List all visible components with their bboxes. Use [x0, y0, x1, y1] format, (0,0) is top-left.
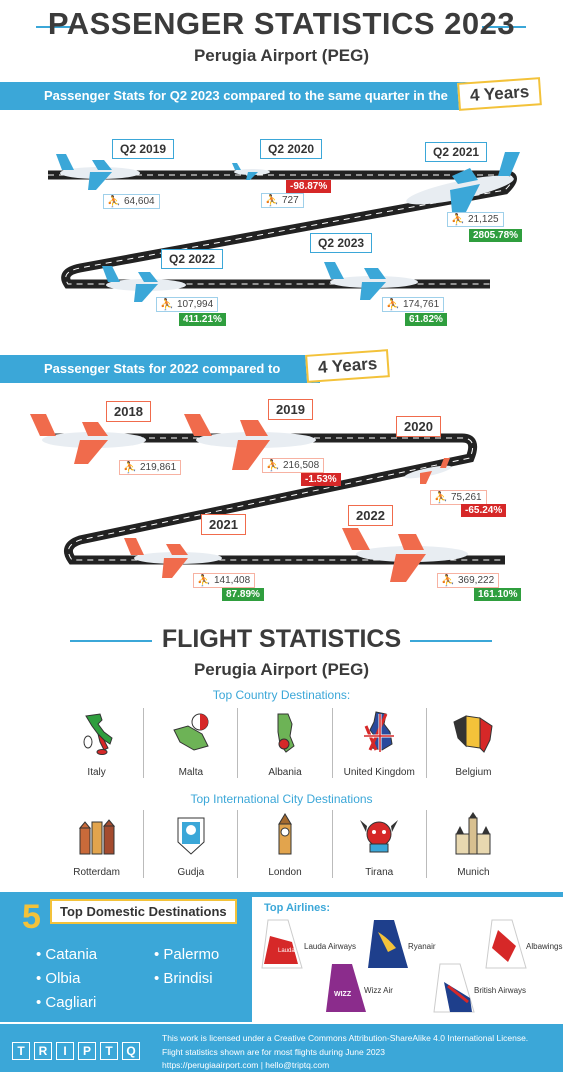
- passenger-icon: ⛹: [434, 492, 448, 504]
- domestic-name: Palermo: [163, 946, 220, 963]
- footer-links[interactable]: https://perugiaairport.com | hello@triptq.com: [162, 1060, 330, 1070]
- gudja-icon: [168, 812, 214, 858]
- passenger-icon: ⛹: [265, 195, 279, 207]
- ryanair-tail-icon: [364, 918, 412, 970]
- q2-change-2023: 61.82%: [405, 313, 447, 326]
- country-item-belgium: [426, 708, 520, 778]
- year-change-2020: -65.24%: [461, 504, 506, 517]
- airline-name: Albawings: [526, 942, 563, 951]
- country-item-italy: [50, 708, 143, 778]
- brand-letter: Q: [122, 1042, 140, 1060]
- domestic-name: Catania: [45, 946, 98, 963]
- domestic-name: Brindisi: [163, 970, 213, 987]
- year-label-2022: 2022: [348, 505, 393, 526]
- passenger-icon: ⛹: [451, 214, 465, 226]
- uk-map-icon: [356, 710, 402, 756]
- year-label-2021: 2021: [201, 514, 246, 535]
- airline-name: Wizz Air: [364, 986, 393, 995]
- country-label: Italy: [87, 767, 106, 778]
- title-row: [0, 6, 563, 46]
- year-label-2019: 2019: [268, 399, 313, 420]
- flight-title: FLIGHT STATISTICS: [161, 625, 402, 653]
- munich-icon: [450, 812, 496, 858]
- country-item-albania: [237, 708, 331, 778]
- brand-logo: [12, 1042, 144, 1060]
- year-label-2020: 2020: [396, 416, 441, 437]
- year-label-2018: 2018: [106, 401, 151, 422]
- svg-text:Lauda: Lauda: [278, 948, 295, 954]
- city-label: Tirana: [365, 867, 394, 878]
- country-label: United Kingdom: [343, 767, 415, 778]
- q2-label-2022: Q2 2022: [161, 249, 223, 269]
- big-ben-icon: [262, 812, 308, 858]
- british-airways-tail-icon: [430, 962, 478, 1014]
- country-label: Malta: [178, 767, 204, 778]
- passenger-count: 216,508: [283, 460, 320, 471]
- q2-change-2022: 411.21%: [179, 313, 226, 326]
- q2-stat-2022: [156, 297, 218, 312]
- q2-change-2020: -98.87%: [286, 180, 331, 193]
- country-item-uk: [332, 708, 426, 778]
- country-heading: Top Country Destinations:: [212, 688, 351, 702]
- belgium-map-icon: [450, 710, 496, 756]
- country-row: [50, 708, 520, 778]
- albawings-tail-icon: [482, 918, 530, 970]
- albania-map-icon: [262, 710, 308, 756]
- passenger-count: 727: [282, 195, 299, 206]
- passenger-icon: ⛹: [386, 299, 400, 311]
- passenger-count: 21,125: [468, 214, 499, 225]
- plane-icon: [230, 160, 270, 182]
- tirana-icon: [356, 812, 402, 858]
- city-label: Munich: [457, 867, 490, 878]
- passenger-count: 141,408: [214, 575, 251, 586]
- lauda-tail-icon: [258, 918, 306, 970]
- domestic-name: Olbia: [45, 970, 81, 987]
- page-title: PASSENGER STATISTICS 2023: [47, 6, 516, 41]
- brand-letter: R: [34, 1042, 52, 1060]
- airlines-heading: Top Airlines:: [264, 902, 330, 914]
- passenger-count: 369,222: [458, 575, 495, 586]
- footer-license: This work is licensed under a Creative Commons Attribution-ShareAlike 4.0 International License.: [162, 1033, 529, 1043]
- city-item-tirana: [332, 810, 426, 878]
- passenger-count: 219,861: [140, 462, 177, 473]
- airline-name: British Airways: [474, 986, 527, 995]
- q2-label-2021: Q2 2021: [425, 142, 487, 162]
- passenger-count: 107,994: [177, 299, 214, 310]
- year-badge: 4 Years: [305, 349, 390, 383]
- page-subtitle: Perugia Airport (PEG): [193, 46, 370, 65]
- passenger-icon: ⛹: [197, 575, 211, 587]
- plane-icon: [400, 456, 456, 486]
- brand-letter: P: [78, 1042, 96, 1060]
- city-item-rotterdam: [50, 810, 143, 878]
- year-banner: Passenger Stats for 2022 compared to previous: [0, 355, 320, 383]
- year-stat-2020: [430, 490, 487, 505]
- airline-name: Ryanair: [408, 942, 436, 951]
- passenger-icon: ⛹: [107, 196, 121, 208]
- q2-stat-2019: [103, 194, 160, 209]
- city-item-london: [237, 810, 331, 878]
- domestic-heading: Top Domestic Destinations: [50, 899, 237, 924]
- q2-badge: 4 Years: [457, 77, 542, 111]
- passenger-count: 64,604: [124, 196, 155, 207]
- passenger-count: 75,261: [451, 492, 482, 503]
- year-change-2019: -1.53%: [301, 473, 341, 486]
- domestic-item: • Olbia: [36, 970, 81, 987]
- brand-letter: T: [12, 1042, 30, 1060]
- year-stat-2022: [437, 573, 499, 588]
- city-label: Gudja: [177, 867, 205, 878]
- city-label: Rotterdam: [73, 867, 120, 878]
- q2-label-2020: Q2 2020: [260, 139, 322, 159]
- domestic-item: • Catania: [36, 946, 98, 963]
- svg-text:WIZZ: WIZZ: [334, 991, 352, 998]
- year-stat-2021: [193, 573, 255, 588]
- passenger-icon: ⛹: [160, 299, 174, 311]
- wizz-tail-icon: [322, 962, 370, 1014]
- city-heading: Top International City Destinations: [190, 792, 373, 806]
- city-row: [50, 810, 520, 878]
- domestic-item: • Palermo: [154, 946, 220, 963]
- flight-subtitle: Perugia Airport (PEG): [193, 660, 370, 679]
- city-item-munich: [426, 810, 520, 878]
- country-label: Albania: [268, 767, 302, 778]
- q2-change-2021: 2805.78%: [469, 229, 522, 242]
- brand-letter: T: [100, 1042, 118, 1060]
- passenger-icon: ⛹: [123, 462, 137, 474]
- country-label: Belgium: [455, 767, 492, 778]
- plane-icon: [320, 258, 420, 302]
- domestic-item: • Brindisi: [154, 970, 213, 987]
- year-stat-2019: [262, 458, 324, 473]
- q2-label-2019: Q2 2019: [112, 139, 174, 159]
- domestic-item: • Cagliari: [36, 994, 97, 1011]
- passenger-icon: ⛹: [266, 460, 280, 472]
- domestic-name: Cagliari: [45, 994, 97, 1011]
- passenger-count: 174,761: [403, 299, 440, 310]
- airline-name: Lauda Airways: [304, 942, 357, 951]
- year-stat-2018: [119, 460, 181, 475]
- domestic-count: 5: [22, 898, 41, 936]
- year-change-2022: 161.10%: [474, 588, 521, 601]
- city-label: London: [268, 867, 302, 878]
- q2-stat-2020: [261, 193, 304, 208]
- italy-map-icon: [74, 710, 120, 756]
- rotterdam-icon: [74, 812, 120, 858]
- footer-note: Flight statistics shown are for most flights during June 2023: [162, 1047, 385, 1057]
- brand-letter: I: [56, 1042, 74, 1060]
- q2-banner: Passenger Stats for Q2 2023 compared to the same quarter in the previous: [0, 82, 470, 110]
- q2-label-2023: Q2 2023: [310, 233, 372, 253]
- year-change-2021: 87.89%: [222, 588, 264, 601]
- passenger-icon: ⛹: [441, 575, 455, 587]
- city-item-gudja: [143, 810, 237, 878]
- q2-stat-2021: [447, 212, 504, 227]
- q2-stat-2023: [382, 297, 444, 312]
- malta-map-icon: [168, 710, 214, 756]
- country-item-malta: [143, 708, 237, 778]
